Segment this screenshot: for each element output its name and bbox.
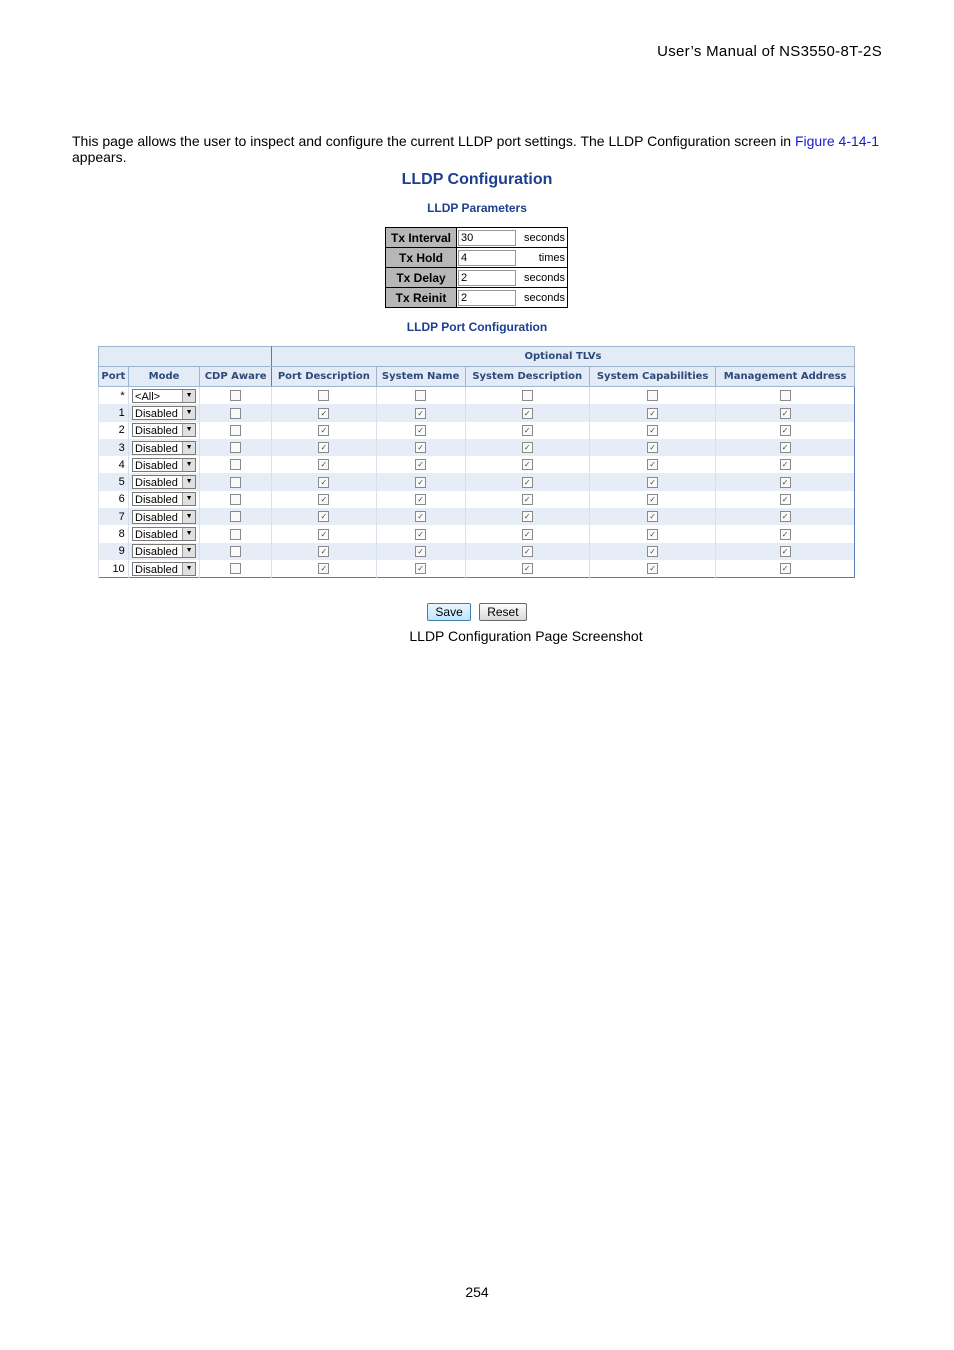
parameter-label: Tx Interval <box>386 228 457 248</box>
port-number: 4 <box>99 456 129 473</box>
system-description-checkbox[interactable]: ✓ <box>522 425 533 436</box>
checkbox-cell <box>589 473 715 490</box>
chevron-down-icon: ▼ <box>182 545 195 557</box>
checkbox-cell <box>589 404 715 421</box>
mode-value: Disabled <box>135 511 178 524</box>
system-name-checkbox[interactable]: ✓ <box>415 408 426 419</box>
optional-tlvs-header: Optional TLVs <box>271 347 854 367</box>
mode-select[interactable] <box>132 527 196 541</box>
checkbox-cell <box>465 422 589 439</box>
management-address-checkbox[interactable]: ✓ <box>780 529 791 540</box>
mode-select[interactable] <box>132 423 196 437</box>
cdp-aware-checkbox[interactable] <box>230 408 241 419</box>
port-description-checkbox[interactable]: ✓ <box>318 563 329 574</box>
page-number: 254 <box>465 1284 489 1300</box>
checkbox-cell <box>271 508 376 525</box>
port-number: 8 <box>99 525 129 542</box>
checkbox-cell <box>200 525 272 542</box>
system-capabilities-checkbox[interactable]: ✓ <box>647 494 658 505</box>
port-number: 5 <box>99 473 129 490</box>
table-row <box>99 473 855 490</box>
checkbox-cell <box>589 508 715 525</box>
cdp-aware-checkbox[interactable] <box>230 511 241 522</box>
checkbox-cell <box>271 491 376 508</box>
mode-cell <box>128 491 200 508</box>
checkbox-cell <box>200 491 272 508</box>
table-row <box>99 422 855 439</box>
parameter-value-cell <box>457 248 520 268</box>
figure-link[interactable]: Figure 4-14-1 <box>794 133 880 149</box>
checkbox-cell <box>271 456 376 473</box>
mode-cell <box>128 560 200 578</box>
checkbox-cell <box>200 387 272 405</box>
parameter-label: Tx Delay <box>386 268 457 288</box>
checkbox-cell <box>376 422 465 439</box>
manual-header: User’s Manual of NS3550-8T-2S <box>657 43 882 60</box>
save-button[interactable]: Save <box>427 603 470 621</box>
port-description-checkbox[interactable]: ✓ <box>318 459 329 470</box>
system-capabilities-checkbox[interactable] <box>647 390 658 401</box>
mode-value: Disabled <box>135 407 178 420</box>
parameter-unit: seconds <box>519 228 568 248</box>
port-number: 10 <box>99 560 129 578</box>
checkbox-cell <box>465 387 589 405</box>
management-address-checkbox[interactable]: ✓ <box>780 546 791 557</box>
checkbox-cell <box>465 491 589 508</box>
mode-value: Disabled <box>135 494 178 507</box>
checkbox-cell <box>465 404 589 421</box>
management-address-checkbox[interactable]: ✓ <box>780 511 791 522</box>
system-description-checkbox[interactable]: ✓ <box>522 546 533 557</box>
port-number: 3 <box>99 439 129 456</box>
column-header: CDP Aware <box>200 367 272 387</box>
checkbox-cell <box>376 560 465 578</box>
checkbox-cell <box>716 491 855 508</box>
checkbox-cell <box>465 525 589 542</box>
intro-paragraph <box>72 133 882 165</box>
system-description-checkbox[interactable] <box>522 390 533 401</box>
port-description-checkbox[interactable]: ✓ <box>318 511 329 522</box>
mode-cell <box>128 473 200 490</box>
management-address-checkbox[interactable] <box>780 390 791 401</box>
system-capabilities-checkbox[interactable]: ✓ <box>647 442 658 453</box>
column-header: Port Description <box>271 367 376 387</box>
table-row <box>99 404 855 421</box>
parameter-unit: seconds <box>519 288 568 308</box>
port-description-checkbox[interactable]: ✓ <box>318 529 329 540</box>
management-address-checkbox[interactable]: ✓ <box>780 459 791 470</box>
checkbox-cell <box>271 560 376 578</box>
parameter-label: Tx Hold <box>386 248 457 268</box>
checkbox-cell <box>271 473 376 490</box>
checkbox-cell <box>200 543 272 560</box>
lldp-port-configuration-title: LLDP Port Configuration <box>406 320 548 334</box>
mode-select[interactable] <box>132 458 196 472</box>
port-description-checkbox[interactable]: ✓ <box>318 477 329 488</box>
chevron-down-icon: ▼ <box>182 390 195 402</box>
checkbox-cell <box>271 387 376 405</box>
lldp-port-configuration-table <box>98 346 855 578</box>
mode-value: <All> <box>135 390 161 403</box>
checkbox-cell <box>716 456 855 473</box>
column-header: Port <box>99 367 129 387</box>
lldp-parameters-table <box>385 227 568 308</box>
mode-cell <box>128 404 200 421</box>
table-row <box>99 525 855 542</box>
checkbox-cell <box>589 387 715 405</box>
checkbox-cell <box>589 525 715 542</box>
parameter-row <box>386 248 568 268</box>
checkbox-cell <box>376 525 465 542</box>
system-name-checkbox[interactable]: ✓ <box>415 477 426 488</box>
table-header-blank <box>99 347 272 367</box>
port-number: * <box>99 387 129 405</box>
mode-select[interactable] <box>132 389 196 403</box>
system-description-checkbox[interactable]: ✓ <box>522 442 533 453</box>
checkbox-cell <box>200 456 272 473</box>
lldp-parameters-title: LLDP Parameters <box>427 201 527 215</box>
system-description-checkbox[interactable]: ✓ <box>522 477 533 488</box>
parameter-label: Tx Reinit <box>386 288 457 308</box>
checkbox-cell <box>716 404 855 421</box>
port-description-checkbox[interactable]: ✓ <box>318 442 329 453</box>
parameter-row <box>386 228 568 248</box>
mode-value: Disabled <box>135 425 178 438</box>
cdp-aware-checkbox[interactable] <box>230 494 241 505</box>
mode-cell <box>128 422 200 439</box>
chevron-down-icon: ▼ <box>182 442 195 454</box>
mode-value: Disabled <box>135 563 178 576</box>
checkbox-cell <box>200 422 272 439</box>
mode-value: Disabled <box>135 546 178 559</box>
management-address-checkbox[interactable]: ✓ <box>780 477 791 488</box>
port-number: 6 <box>99 491 129 508</box>
system-name-checkbox[interactable]: ✓ <box>415 459 426 470</box>
system-capabilities-checkbox[interactable]: ✓ <box>647 477 658 488</box>
parameter-row <box>386 268 568 288</box>
checkbox-cell <box>200 508 272 525</box>
system-capabilities-checkbox[interactable]: ✓ <box>647 425 658 436</box>
page-title: LLDP Configuration <box>401 171 553 188</box>
system-capabilities-checkbox[interactable]: ✓ <box>647 529 658 540</box>
checkbox-cell <box>465 508 589 525</box>
checkbox-cell <box>716 422 855 439</box>
system-name-checkbox[interactable]: ✓ <box>415 529 426 540</box>
management-address-checkbox[interactable]: ✓ <box>780 494 791 505</box>
system-description-checkbox[interactable]: ✓ <box>522 529 533 540</box>
checkbox-cell <box>589 456 715 473</box>
management-address-checkbox[interactable]: ✓ <box>780 425 791 436</box>
management-address-checkbox[interactable]: ✓ <box>780 563 791 574</box>
checkbox-cell <box>376 543 465 560</box>
management-address-checkbox[interactable]: ✓ <box>780 408 791 419</box>
cdp-aware-checkbox[interactable] <box>230 546 241 557</box>
system-description-checkbox[interactable]: ✓ <box>522 563 533 574</box>
mode-select[interactable] <box>132 492 196 506</box>
port-description-checkbox[interactable]: ✓ <box>318 408 329 419</box>
column-header: System Description <box>465 367 589 387</box>
mode-cell <box>128 439 200 456</box>
mode-value: Disabled <box>135 442 178 455</box>
port-description-checkbox[interactable]: ✓ <box>318 494 329 505</box>
mode-select[interactable] <box>132 475 196 489</box>
column-header: Management Address <box>716 367 855 387</box>
reset-button[interactable]: Reset <box>479 603 526 621</box>
parameter-unit: seconds <box>519 268 568 288</box>
chevron-down-icon: ▼ <box>182 407 195 419</box>
system-name-checkbox[interactable]: ✓ <box>415 563 426 574</box>
parameter-input[interactable] <box>458 290 516 306</box>
system-description-checkbox[interactable]: ✓ <box>522 408 533 419</box>
checkbox-cell <box>376 387 465 405</box>
checkbox-cell <box>271 439 376 456</box>
mode-cell <box>128 543 200 560</box>
system-name-checkbox[interactable]: ✓ <box>415 425 426 436</box>
checkbox-cell <box>465 456 589 473</box>
checkbox-cell <box>271 525 376 542</box>
table-row <box>99 543 855 560</box>
mode-select[interactable] <box>132 406 196 420</box>
checkbox-cell <box>465 543 589 560</box>
checkbox-cell <box>376 404 465 421</box>
table-row <box>99 491 855 508</box>
system-name-checkbox[interactable]: ✓ <box>415 442 426 453</box>
chevron-down-icon: ▼ <box>182 459 195 471</box>
chevron-down-icon: ▼ <box>182 476 195 488</box>
cdp-aware-checkbox[interactable] <box>230 390 241 401</box>
parameter-value-cell <box>457 268 520 288</box>
mode-select[interactable] <box>132 562 196 576</box>
parameter-value-cell <box>457 288 520 308</box>
mode-cell <box>128 508 200 525</box>
system-description-checkbox[interactable]: ✓ <box>522 459 533 470</box>
system-name-checkbox[interactable]: ✓ <box>415 511 426 522</box>
checkbox-cell <box>465 560 589 578</box>
system-capabilities-checkbox[interactable]: ✓ <box>647 511 658 522</box>
checkbox-cell <box>200 560 272 578</box>
mode-value: Disabled <box>135 459 178 472</box>
chevron-down-icon: ▼ <box>182 511 195 523</box>
port-number: 7 <box>99 508 129 525</box>
parameter-input[interactable] <box>458 270 516 286</box>
checkbox-cell <box>376 508 465 525</box>
column-header: System Capabilities <box>589 367 715 387</box>
checkbox-cell <box>465 473 589 490</box>
parameter-unit: times <box>519 248 568 268</box>
column-header: Mode <box>128 367 200 387</box>
chevron-down-icon: ▼ <box>182 563 195 575</box>
management-address-checkbox[interactable]: ✓ <box>780 442 791 453</box>
mode-select[interactable] <box>132 441 196 455</box>
mode-cell <box>128 525 200 542</box>
checkbox-cell <box>376 491 465 508</box>
chevron-down-icon: ▼ <box>182 528 195 540</box>
table-row <box>99 456 855 473</box>
port-description-checkbox[interactable] <box>318 390 329 401</box>
checkbox-cell <box>589 560 715 578</box>
checkbox-cell <box>376 473 465 490</box>
cdp-aware-checkbox[interactable] <box>230 459 241 470</box>
port-number: 1 <box>99 404 129 421</box>
checkbox-cell <box>716 543 855 560</box>
mode-select[interactable] <box>132 510 196 524</box>
chevron-down-icon: ▼ <box>182 424 195 436</box>
button-bar <box>0 603 954 621</box>
checkbox-cell <box>271 543 376 560</box>
checkbox-cell <box>716 473 855 490</box>
checkbox-cell <box>589 491 715 508</box>
cdp-aware-checkbox[interactable] <box>230 563 241 574</box>
table-row <box>99 387 855 405</box>
checkbox-cell <box>716 387 855 405</box>
table-row <box>99 560 855 578</box>
system-capabilities-checkbox[interactable]: ✓ <box>647 546 658 557</box>
port-description-checkbox[interactable]: ✓ <box>318 546 329 557</box>
port-number: 9 <box>99 543 129 560</box>
checkbox-cell <box>589 543 715 560</box>
checkbox-cell <box>716 525 855 542</box>
chevron-down-icon: ▼ <box>182 493 195 505</box>
table-row <box>99 508 855 525</box>
mode-value: Disabled <box>135 529 178 542</box>
checkbox-cell <box>465 439 589 456</box>
checkbox-cell <box>200 473 272 490</box>
system-capabilities-checkbox[interactable]: ✓ <box>647 408 658 419</box>
system-description-checkbox[interactable]: ✓ <box>522 494 533 505</box>
cdp-aware-checkbox[interactable] <box>230 529 241 540</box>
port-number: 2 <box>99 422 129 439</box>
mode-value: Disabled <box>135 477 178 490</box>
mode-cell <box>128 387 200 405</box>
cdp-aware-checkbox[interactable] <box>230 425 241 436</box>
intro-text-end: appears. <box>72 149 127 165</box>
system-name-checkbox[interactable]: ✓ <box>415 546 426 557</box>
checkbox-cell <box>716 560 855 578</box>
system-capabilities-checkbox[interactable]: ✓ <box>647 459 658 470</box>
parameter-input[interactable] <box>458 250 516 266</box>
system-description-checkbox[interactable]: ✓ <box>522 511 533 522</box>
checkbox-cell <box>200 404 272 421</box>
cdp-aware-checkbox[interactable] <box>230 442 241 453</box>
system-capabilities-checkbox[interactable]: ✓ <box>647 563 658 574</box>
checkbox-cell <box>589 439 715 456</box>
table-row <box>99 439 855 456</box>
checkbox-cell <box>271 404 376 421</box>
column-header: System Name <box>376 367 465 387</box>
checkbox-cell <box>200 439 272 456</box>
system-name-checkbox[interactable]: ✓ <box>415 494 426 505</box>
parameter-row <box>386 288 568 308</box>
mode-select[interactable] <box>132 544 196 558</box>
parameter-value-cell <box>457 228 520 248</box>
checkbox-cell <box>376 439 465 456</box>
checkbox-cell <box>716 508 855 525</box>
port-description-checkbox[interactable]: ✓ <box>318 425 329 436</box>
figure-caption: LLDP Configuration Page Screenshot <box>409 628 643 644</box>
system-name-checkbox[interactable] <box>415 390 426 401</box>
checkbox-cell <box>376 456 465 473</box>
cdp-aware-checkbox[interactable] <box>230 477 241 488</box>
mode-cell <box>128 456 200 473</box>
checkbox-cell <box>271 422 376 439</box>
checkbox-cell <box>716 439 855 456</box>
parameter-input[interactable] <box>458 230 516 246</box>
intro-text: This page allows the user to inspect and configure the current LLDP port settings. The LLDP Configuration screen in <box>72 133 795 149</box>
checkbox-cell <box>589 422 715 439</box>
